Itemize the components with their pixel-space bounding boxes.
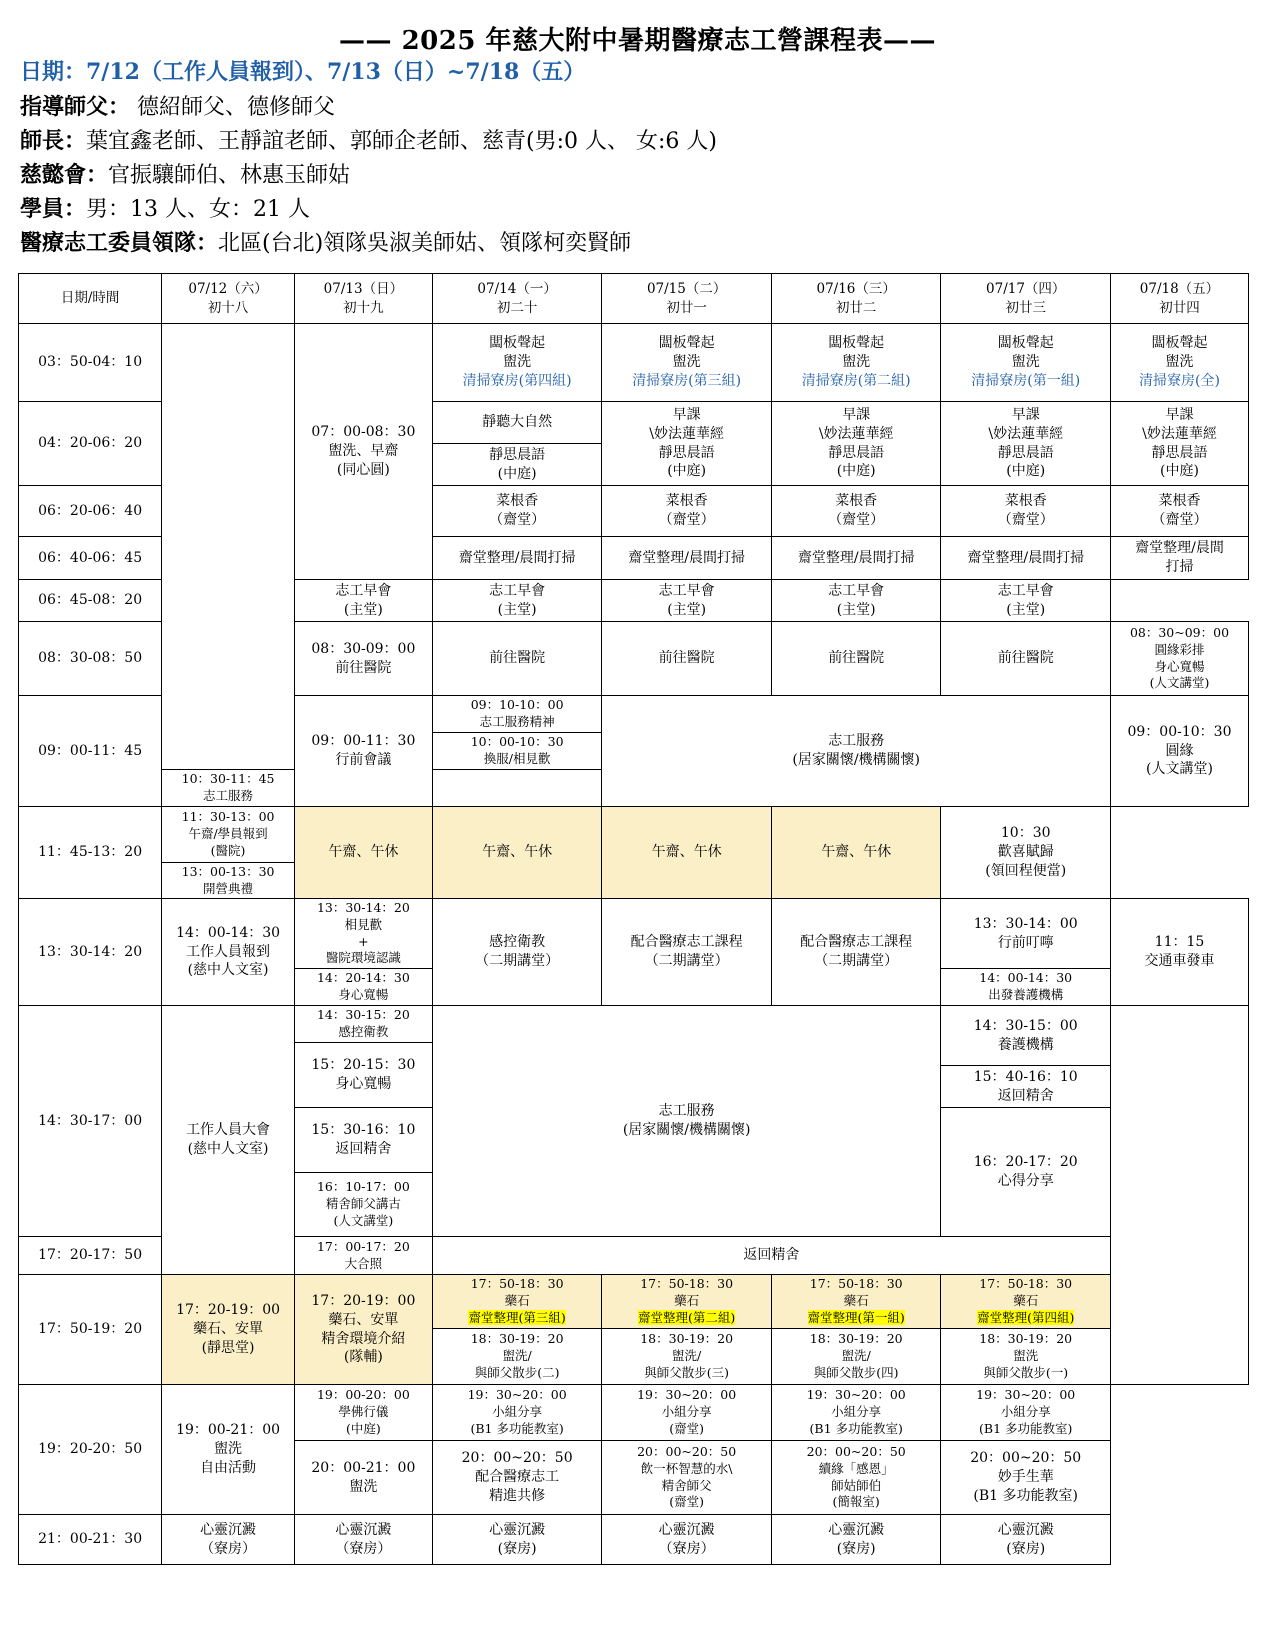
schedule-cell: 早課 \妙法蓮華經 靜思晨語 (中庭) (771, 402, 941, 486)
time-cell: 04：20-06：20 (19, 402, 162, 486)
time-cell: 11：45-13：20 (19, 807, 162, 899)
schedule-cell: 工作人員大會 (慈中人文室) (162, 1006, 295, 1275)
header-row (19, 274, 1249, 324)
time-cell: 06：40-06：45 (19, 537, 162, 580)
time-cell: 19：20-20：50 (19, 1385, 162, 1515)
schedule-cell: 19：30~20：00 小組分享 (齋堂) (602, 1385, 772, 1441)
schedule-cell: 志工早會 (主堂) (432, 580, 602, 622)
day-header: 07/16（三） 初廿二 (771, 274, 941, 324)
schedule-cell: 16：20-17：20 心得分享 (941, 1108, 1111, 1237)
schedule-cell: 17：50-18：30 藥石 齋堂整理(第四組) (941, 1275, 1111, 1329)
schedule-cell: 前往醫院 (432, 622, 602, 696)
ciyi-line (20, 158, 350, 189)
schedule-cell: 心靈沉澱 (寮房) (771, 1515, 941, 1565)
mentor-value: 德紹師父、德修師父 (130, 95, 336, 120)
schedule-cell: 17：20-19：00 藥石、安單 (靜思堂) (162, 1275, 295, 1385)
schedule-cell: 心靈沉澱 （寮房） (294, 1515, 432, 1565)
time-cell: 09：00-11：45 (19, 696, 162, 807)
ciyi-value: 官振驤師伯、林惠玉師姑 (108, 163, 351, 188)
schedule-cell: 13：00-13：30 開營典禮 (162, 863, 295, 899)
schedule-cell: 17：00-17：20 大合照 (294, 1237, 432, 1275)
schedule-cell: 齋堂整理/晨間打掃 (432, 537, 602, 580)
schedule-cell: 09：00-11：30 行前會議 (294, 696, 432, 807)
schedule-cell: 早課 \妙法蓮華經 靜思晨語 (中庭) (941, 402, 1111, 486)
schedule-cell: 齋堂整理/晨間打掃 (941, 537, 1111, 580)
schedule-cell: 返回精舍 (432, 1237, 1110, 1275)
schedule-cell: 19：30~20：00 小組分享 (B1 多功能教室) (771, 1385, 941, 1441)
schedule-cell: 心靈沉澱 (寮房) (432, 1515, 602, 1565)
time-cell: 06：20-06：40 (19, 486, 162, 537)
time-cell: 17：50-19：20 (19, 1275, 162, 1385)
day-header: 07/15（二） 初廿一 (602, 274, 772, 324)
schedule-cell: 14：30-15：00 養護機構 (941, 1006, 1111, 1066)
schedule-cell: 08：30-09：00 前往醫院 (294, 622, 432, 696)
schedule-cell: 心靈沉澱 （寮房） (602, 1515, 772, 1565)
schedule-cell: 18：30-19：20 盥洗/ 與師父散步(四) (771, 1329, 941, 1385)
schedule-cell: 09：10-10：00 志工服務精神 (432, 696, 602, 733)
schedule-cell: 心靈沉澱 （寮房） (162, 1515, 295, 1565)
mentor-label: 指導師父： (20, 94, 131, 120)
schedule-cell: 闆板聲起 盥洗 清掃寮房(第四組) (432, 324, 602, 402)
schedule-cell: 17：50-18：30 藥石 齋堂整理(第二組) (602, 1275, 772, 1329)
schedule-cell: 20：00~20：50 飲一杯智慧的水\ 精舍師父 (齋堂) (602, 1441, 772, 1515)
schedule-cell: 前往醫院 (771, 622, 941, 696)
students-value: 男：13 人、女：21 人 (86, 197, 310, 222)
schedule-cell: 17：50-18：30 藥石 齋堂整理(第三組) (432, 1275, 602, 1329)
mentor-line (20, 90, 335, 121)
time-cell: 17：20-17：50 (19, 1237, 162, 1275)
time-cell: 14：30-17：00 (19, 1006, 162, 1237)
schedule-cell: 10：30 歡喜賦歸 (領回程便當) (941, 807, 1111, 899)
schedule-cell: 配合醫療志工課程 （二期講堂） (771, 899, 941, 1006)
schedule-cell: 靜聽大自然 (432, 402, 602, 444)
teachers-value: 葉宜鑫老師、王靜誼老師、郭師企老師、慈青(男:0 人、 女:6 人) (86, 129, 717, 154)
schedule-cell: 19：30~20：00 小組分享 (B1 多功能教室) (941, 1385, 1111, 1441)
time-cell: 08：30-08：50 (19, 622, 162, 696)
schedule-cell: 闆板聲起 盥洗 清掃寮房(全) (1110, 324, 1248, 402)
schedule-cell: 20：00~20：50 續緣「感恩」 師姑師伯 (簡報室) (771, 1441, 941, 1515)
schedule-cell: 志工早會 (主堂) (771, 580, 941, 622)
schedule-cell: 志工服務 (居家關懷/機構關懷) (602, 696, 1111, 807)
schedule-cell: 13：30-14：20 相見歡 + 醫院環境認識 (294, 899, 432, 969)
schedule-cell (162, 324, 295, 770)
schedule-cell: 15：20-15：30 身心寬暢 (294, 1043, 432, 1108)
schedule-cell: 20：00-21：00 盥洗 (294, 1441, 432, 1515)
schedule-cell: 菜根香 （齋堂） (602, 486, 772, 537)
schedule-cell: 闆板聲起 盥洗 清掃寮房(第二組) (771, 324, 941, 402)
schedule-cell: 10：00-10：30 換服/相見歡 (432, 733, 602, 770)
schedule-cell: 前往醫院 (941, 622, 1111, 696)
schedule-cell: 17：20-19：00 藥石、安單 精舍環境介紹 (隊輔) (294, 1275, 432, 1385)
schedule-cell: 菜根香 （齋堂） (432, 486, 602, 537)
schedule-cell: 齋堂整理/晨間打掃 (602, 537, 772, 580)
schedule-cell: 15：40-16：10 返回精舍 (941, 1066, 1111, 1108)
schedule-cell: 11：30-13：00 午齋/學員報到 (醫院) (162, 807, 295, 863)
schedule-cell: 早課 \妙法蓮華經 靜思晨語 (中庭) (602, 402, 772, 486)
schedule-cell: 10：30-11：45 志工服務 (162, 770, 295, 807)
schedule-cell: 09：00-10：30 圓緣 (人文講堂) (1110, 696, 1248, 807)
schedule-cell: 志工早會 (主堂) (294, 580, 432, 622)
schedule-cell: 14：30-15：20 感控衛教 (294, 1006, 432, 1043)
schedule-cell: 15：30-16：10 返回精舍 (294, 1108, 432, 1173)
page-title: —— 2025 年慈大附中暑期醫療志工營課程表—— (339, 26, 936, 56)
date-line: 日期：7/12（工作人員報到）、7/13（日）~7/18（五） (20, 59, 586, 85)
schedule-cell: 07：00-08：30 盥洗、早齋 (同心圓) (294, 324, 432, 580)
day-header: 07/17（四） 初廿三 (941, 274, 1111, 324)
corner-header: 日期/時間 (19, 274, 162, 324)
schedule-cell: 志工早會 (主堂) (941, 580, 1111, 622)
schedule-cell: 齋堂整理/晨間打掃 (771, 537, 941, 580)
schedule-cell: 菜根香 （齋堂） (1110, 486, 1248, 537)
schedule-cell: 午齋、午休 (432, 807, 602, 899)
schedule-cell: 14：00-14：30 工作人員報到 (慈中人文室) (162, 899, 295, 1006)
leader-value: 北區(台北)領隊吳淑美師姑、領隊柯奕賢師 (218, 231, 632, 256)
schedule-cell: 19：30~20：00 小組分享 (B1 多功能教室) (432, 1385, 602, 1441)
schedule-cell: 午齋、午休 (294, 807, 432, 899)
schedule-cell: 闆板聲起 盥洗 清掃寮房(第一組) (941, 324, 1111, 402)
schedule-cell: 志工早會 (主堂) (602, 580, 772, 622)
teachers-line (20, 124, 717, 155)
schedule-cell: 齋堂整理/晨間 打掃 (1110, 537, 1248, 580)
schedule-cell: 午齋、午休 (771, 807, 941, 899)
schedule-cell: 19：00-21：00 盥洗 自由活動 (162, 1385, 295, 1515)
day-header: 07/13（日） 初十九 (294, 274, 432, 324)
students-label: 學員： (20, 196, 87, 222)
schedule-cell: 18：30-19：20 盥洗 與師父散步(一) (941, 1329, 1111, 1385)
schedule-cell: 18：30-19：20 盥洗/ 與師父散步(三) (602, 1329, 772, 1385)
schedule-cell: 志工服務 (居家關懷/機構關懷) (432, 1006, 941, 1237)
day-header: 07/14（一） 初二十 (432, 274, 602, 324)
schedule-cell: 午齋、午休 (602, 807, 772, 899)
schedule-cell: 19：00-20：00 學佛行儀 (中庭) (294, 1385, 432, 1441)
schedule-cell: 18：30-19：20 盥洗/ 與師父散步(二) (432, 1329, 602, 1385)
schedule-cell: 17：50-18：30 藥石 齋堂整理(第一組) (771, 1275, 941, 1329)
schedule-cell: 菜根香 （齋堂） (771, 486, 941, 537)
students-line (20, 192, 310, 223)
schedule-cell: 心靈沉澱 (寮房) (941, 1515, 1111, 1565)
schedule-cell: 08：30~09：00 圓緣彩排 身心寬暢 (人文講堂) (1110, 622, 1248, 696)
schedule-cell: 20：00~20：50 配合醫療志工 精進共修 (432, 1441, 602, 1515)
leader-line (20, 226, 631, 257)
schedule-cell: 靜思晨語 (中庭) (432, 444, 602, 486)
schedule-cell: 前往醫院 (602, 622, 772, 696)
leader-label: 醫療志工委員領隊： (20, 230, 219, 256)
teachers-label: 師長： (20, 128, 87, 154)
time-cell: 13：30-14：20 (19, 899, 162, 1006)
time-cell: 06：45-08：20 (19, 580, 162, 622)
schedule-cell: 11：15 交通車發車 (1110, 899, 1248, 1006)
schedule-cell: 早課 \妙法蓮華經 靜思晨語 (中庭) (1110, 402, 1248, 486)
time-cell: 03：50-04：10 (19, 324, 162, 402)
schedule-cell: 感控衛教 （二期講堂） (432, 899, 602, 1006)
schedule-cell: 14：20-14：30 身心寬暢 (294, 969, 432, 1006)
ciyi-label: 慈懿會： (20, 162, 109, 188)
day-header: 07/12（六） 初十八 (162, 274, 295, 324)
schedule-cell: 14：00-14：30 出發養護機構 (941, 969, 1111, 1006)
schedule-cell (1110, 1006, 1248, 1385)
day-header: 07/18（五） 初廿四 (1110, 274, 1248, 324)
time-cell: 21：00-21：30 (19, 1515, 162, 1565)
schedule-cell: 13：30-14：00 行前叮嚀 (941, 899, 1111, 969)
schedule-cell: 菜根香 （齋堂） (941, 486, 1111, 537)
schedule-cell: 配合醫療志工課程 （二期講堂） (602, 899, 772, 1006)
schedule-table (18, 273, 1249, 1565)
schedule-cell: 闆板聲起 盥洗 清掃寮房(第三組) (602, 324, 772, 402)
schedule-cell: 16：10-17：00 精舍師父講古 (人文講堂) (294, 1173, 432, 1237)
schedule-cell: 20：00~20：50 妙手生華 (B1 多功能教室) (941, 1441, 1111, 1515)
